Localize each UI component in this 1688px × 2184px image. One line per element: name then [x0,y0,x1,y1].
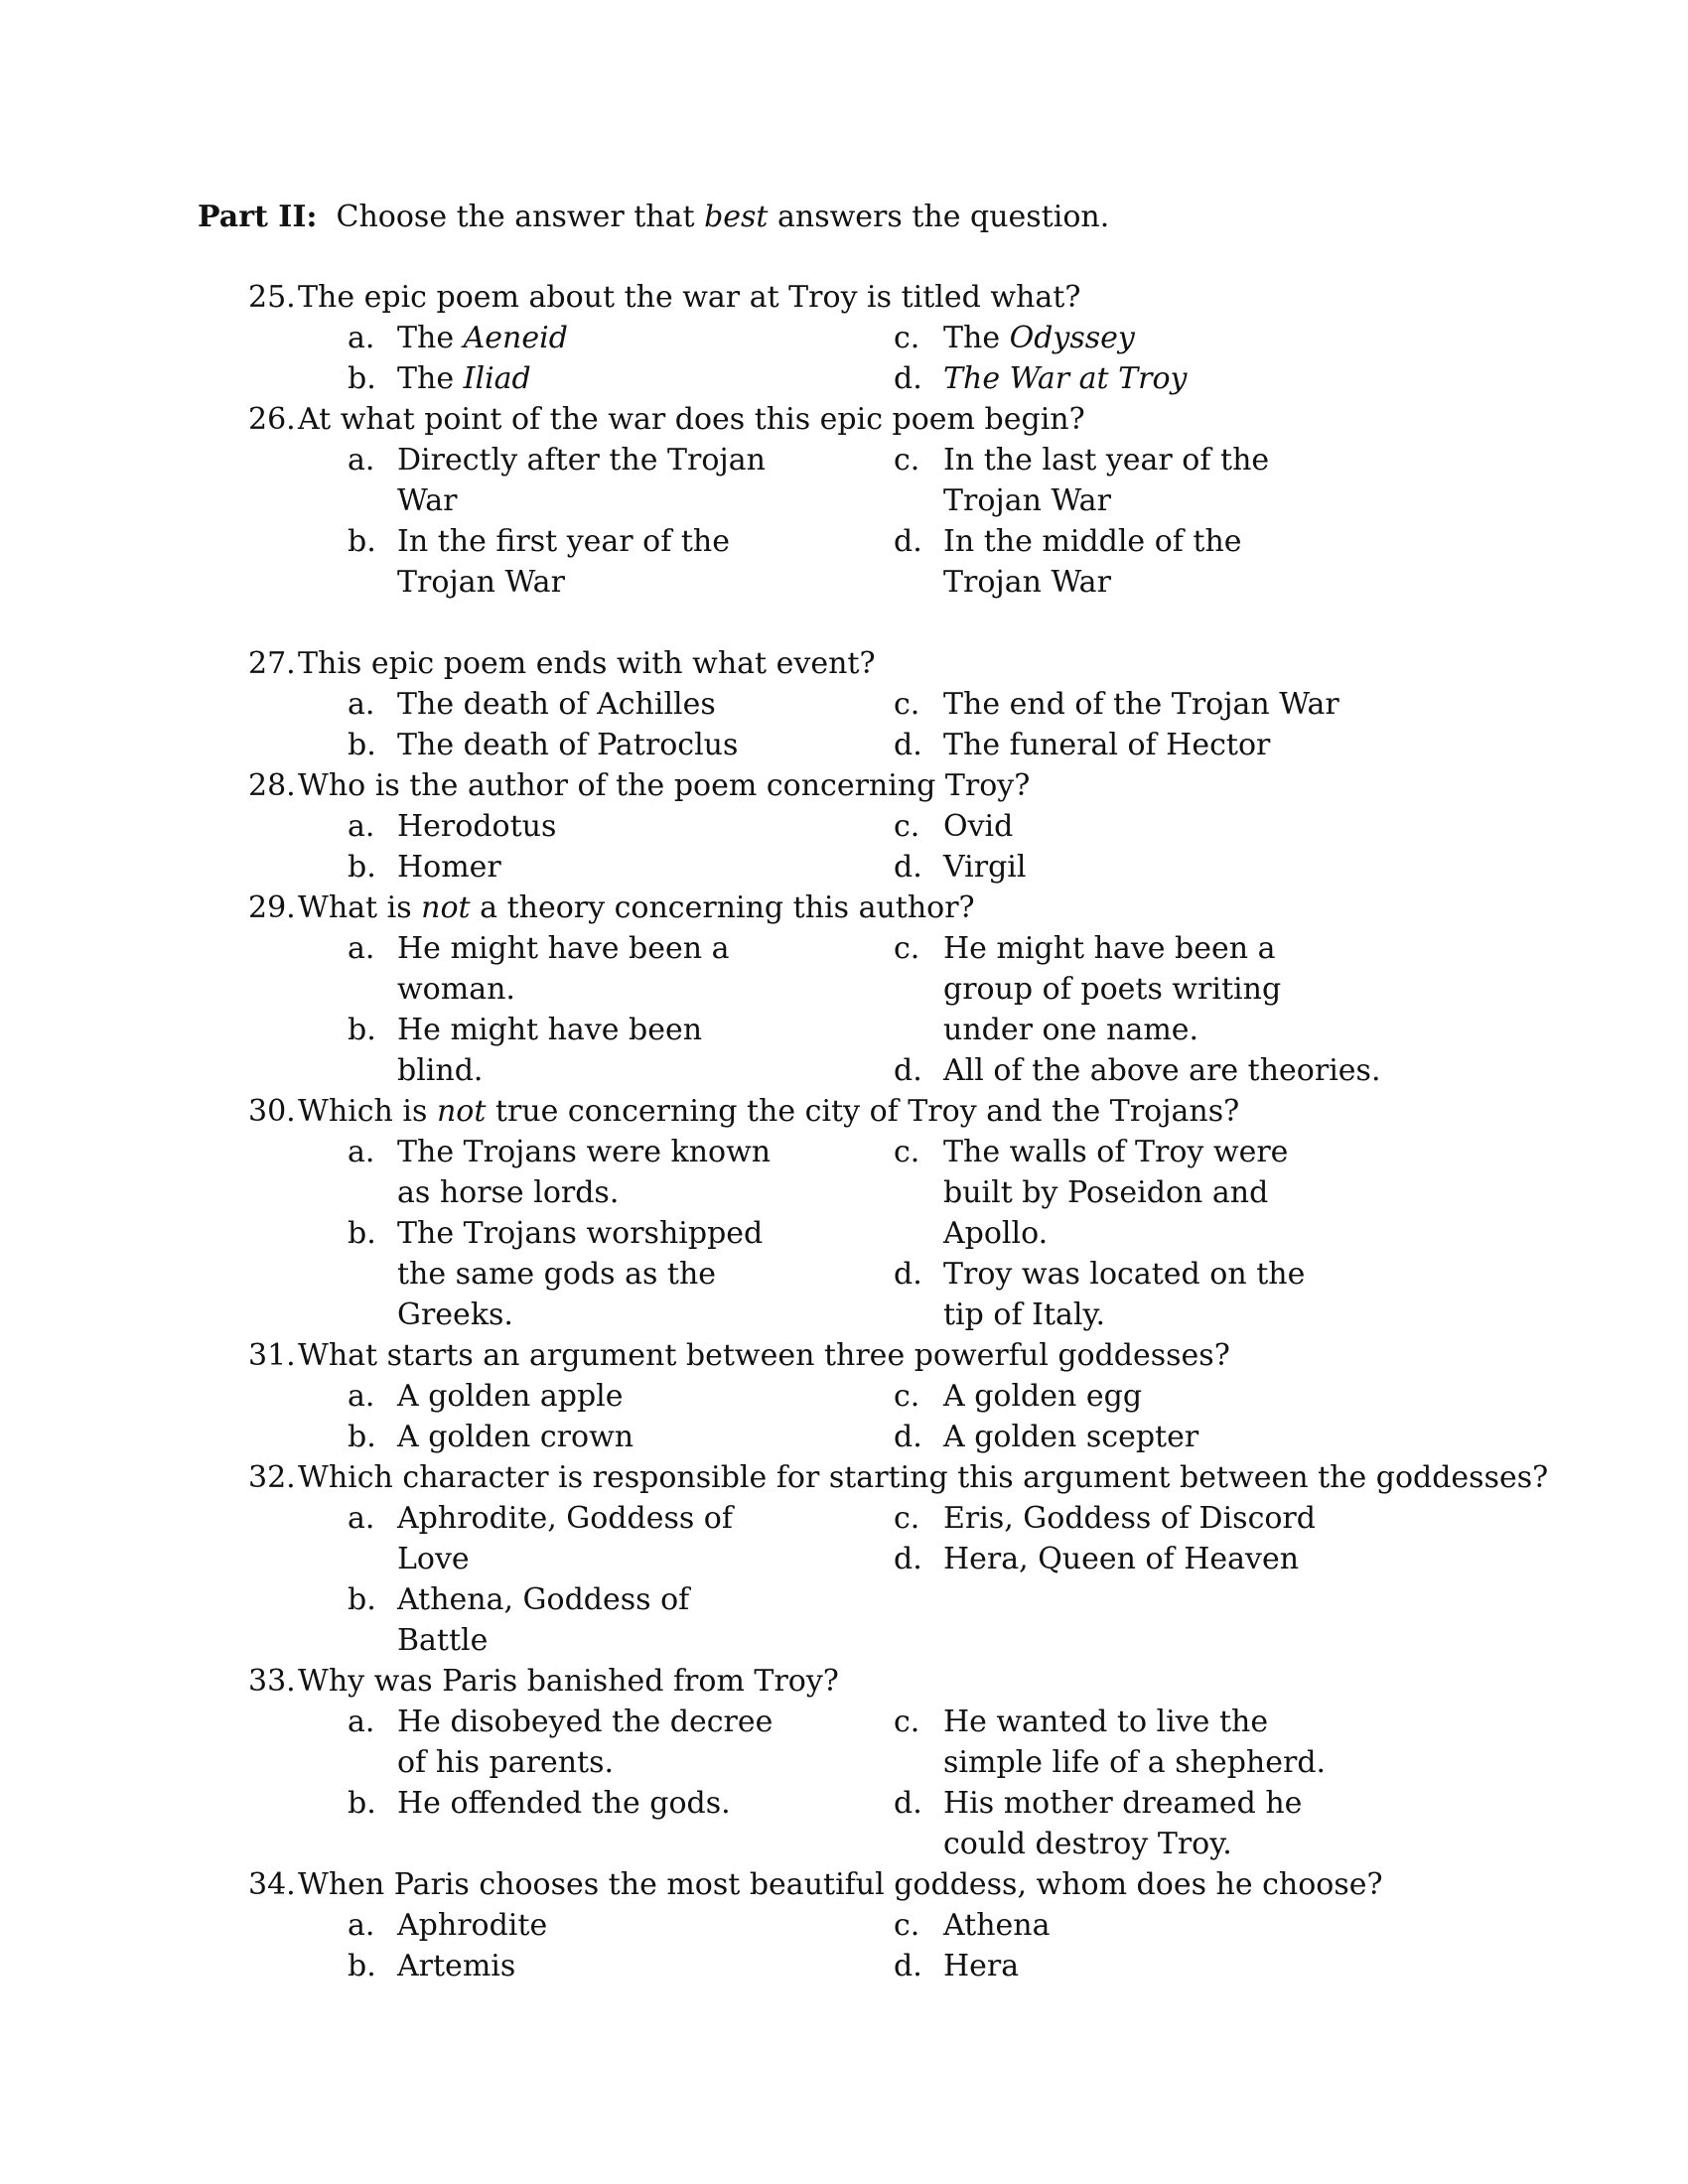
option-c [894,928,1340,1050]
question-32 [248,1457,1549,1661]
question-number: 34. [248,1867,296,1902]
option-text: All of the above are theories. [943,1053,1381,1088]
option-c [894,1905,1340,1946]
question-stem: What is [298,890,422,925]
part-label: Part II [198,200,307,234]
option-d [894,358,1340,399]
option-a [348,684,894,725]
question-stem-emphasis: not [421,890,471,925]
option-a [348,806,894,847]
option-letter: d. [894,1949,922,1983]
option-letter: a. [348,1135,375,1169]
option-letter: b. [348,1949,376,1983]
option-a [348,928,894,1010]
option-text: In the first year of the Trojan War [397,524,731,600]
option-letter: c. [894,687,920,722]
option-text: The [943,321,1010,355]
option-c [894,1376,1340,1417]
option-a [348,1905,894,1946]
option-c [894,684,1340,725]
option-text: Aphrodite [397,1908,548,1943]
option-text: He disobeyed the decree of his parents. [397,1705,774,1780]
option-text: In the middle of the Trojan War [943,524,1242,600]
option-text: A golden egg [943,1379,1143,1414]
question-number: 29. [248,890,296,925]
option-text: A golden crown [397,1420,634,1454]
question-stem: Which character is responsible for starting this argument between the goddesses? [298,1460,1549,1495]
option-b [348,1417,894,1457]
part-colon: : [306,200,318,234]
question-number: 32. [248,1460,296,1495]
option-text: In the last year of the Trojan War [943,443,1270,518]
question-stem: This epic poem ends with what event? [298,646,876,681]
option-text: He might have been a group of poets writing under one name. [943,931,1282,1047]
option-letter: d. [894,1257,922,1292]
option-letter: b. [348,1420,376,1454]
option-letter: b. [348,524,376,559]
option-letter: a. [348,687,375,722]
option-title: Aeneid [463,321,568,355]
option-text: His mother dreamed he could destroy Troy. [943,1786,1303,1861]
question-stem-emphasis: not [436,1094,487,1129]
option-text: He might have been a woman. [397,931,730,1007]
option-letter: a. [348,1908,375,1943]
option-d [894,1946,1340,1986]
option-text: Ovid [943,809,1014,844]
question-30 [248,1091,1539,1335]
question-stem: At what point of the war does this epic poem begin? [298,402,1085,437]
instruction-end: answers the question. [768,200,1110,234]
option-letter: c. [894,321,920,355]
option-letter: b. [348,361,376,396]
question-stem: true concerning the city of Troy and the Trojans? [486,1094,1240,1129]
question-26 [248,399,1539,643]
option-d [894,521,1340,603]
option-b [348,847,894,887]
question-25 [248,277,1539,399]
option-d [894,1783,1340,1864]
option-text: Directly after the Trojan War [397,443,766,518]
option-text: The walls of Troy were built by Poseidon and Apollo. [943,1135,1289,1251]
option-text: Athena [943,1908,1051,1943]
option-letter: d. [894,850,922,885]
option-text: The death of Achilles [397,687,716,722]
option-b [348,358,894,399]
option-letter: c. [894,1501,920,1536]
option-b [348,1579,894,1661]
question-31 [248,1335,1539,1457]
question-number: 25. [248,280,296,315]
option-text: Artemis [397,1949,516,1983]
option-letter: c. [894,1135,920,1169]
option-b [348,1783,894,1824]
question-stem: a theory concerning this author? [470,890,975,925]
option-text: Herodotus [397,809,557,844]
option-c [894,318,1340,358]
part-heading [198,197,1109,237]
option-a [348,318,894,358]
option-text: Hera, Queen of Heaven [943,1542,1300,1576]
option-a [348,1702,894,1783]
option-letter: b. [348,1786,376,1821]
question-28 [248,765,1539,887]
question-29 [248,887,1539,1091]
option-letter: a. [348,1379,375,1414]
question-34 [248,1864,1539,1986]
question-stem: Who is the author of the poem concerning Troy? [298,768,1031,803]
option-letter: a. [348,1705,375,1739]
option-letter: b. [348,1582,376,1617]
option-text: The death of Patroclus [397,728,739,762]
question-number: 26. [248,402,296,437]
option-letter: c. [894,931,920,966]
option-c [894,1702,1340,1783]
option-text: Hera [943,1949,1020,1983]
option-letter: a. [348,809,375,844]
option-a [348,1376,894,1417]
question-stem: Which is [298,1094,437,1129]
option-title: The War at Troy [943,361,1188,396]
option-letter: d. [894,361,922,396]
option-letter: b. [348,1216,376,1251]
question-list [248,277,1549,1986]
option-letter: c. [894,1705,920,1739]
option-letter: d. [894,728,922,762]
option-b [348,1946,894,1986]
option-title: Iliad [463,361,531,396]
question-number: 27. [248,646,296,681]
option-text: Virgil [943,850,1027,885]
option-d [894,1417,1340,1457]
option-text: The [397,361,464,396]
option-c [894,806,1340,847]
instruction-start: Choose the answer that [336,200,705,234]
option-letter: c. [894,1908,920,1943]
option-text: Aphrodite, Goddess of Love [397,1501,733,1576]
option-text: He offended the gods. [397,1786,731,1821]
option-b [348,1213,894,1335]
instruction-emphasis: best [704,200,769,234]
option-text: A golden apple [397,1379,624,1414]
option-text: The end of the Trojan War [943,687,1339,722]
option-d [894,847,1340,887]
option-title: Odyssey [1009,321,1135,355]
option-letter: d. [894,1420,922,1454]
option-letter: d. [894,524,922,559]
question-number: 28. [248,768,296,803]
option-d [894,1254,1340,1335]
option-text: Eris, Goddess of Discord [943,1501,1316,1536]
option-letter: d. [894,1542,922,1576]
question-stem: Why was Paris banished from Troy? [298,1664,839,1699]
option-text: He might have been blind. [397,1013,703,1088]
option-letter: b. [348,728,376,762]
option-c [894,1132,1340,1254]
question-number: 33. [248,1664,296,1699]
option-letter: c. [894,443,920,478]
option-letter: d. [894,1786,922,1821]
option-letter: c. [894,1379,920,1414]
option-a [348,440,894,521]
option-text: The funeral of Hector [943,728,1271,762]
question-stem: What starts an argument between three powerful goddesses? [298,1338,1230,1373]
option-c [894,440,1340,521]
option-text: The Trojans worshipped the same gods as the Greeks. [397,1216,764,1332]
option-letter: a. [348,443,375,478]
option-letter: c. [894,809,920,844]
question-stem: The epic poem about the war at Troy is titled what? [298,280,1081,315]
option-d [894,1050,1381,1091]
option-text: The Trojans were known as horse lords. [397,1135,772,1210]
option-d [894,1539,1340,1579]
option-letter: a. [348,931,375,966]
option-letter: a. [348,1501,375,1536]
option-a [348,1132,894,1213]
option-letter: b. [348,850,376,885]
question-number: 31. [248,1338,296,1373]
option-c [894,1498,1340,1539]
option-text: He wanted to live the simple life of a shepherd. [943,1705,1327,1780]
option-text: Troy was located on the tip of Italy. [943,1257,1306,1332]
option-d [894,725,1340,765]
option-text: The [397,321,464,355]
option-letter: b. [348,1013,376,1047]
option-text: Homer [397,850,501,885]
option-a [348,1498,894,1579]
option-letter: d. [894,1053,922,1088]
question-33 [248,1661,1539,1864]
option-text: Athena, Goddess of Battle [397,1582,690,1658]
question-number: 30. [248,1094,296,1129]
question-27 [248,643,1539,765]
option-letter: a. [348,321,375,355]
option-text: A golden scepter [943,1420,1199,1454]
option-b [348,1010,894,1091]
option-b [348,725,894,765]
question-stem: When Paris chooses the most beautiful goddess, whom does he choose? [298,1867,1383,1902]
option-b [348,521,894,603]
